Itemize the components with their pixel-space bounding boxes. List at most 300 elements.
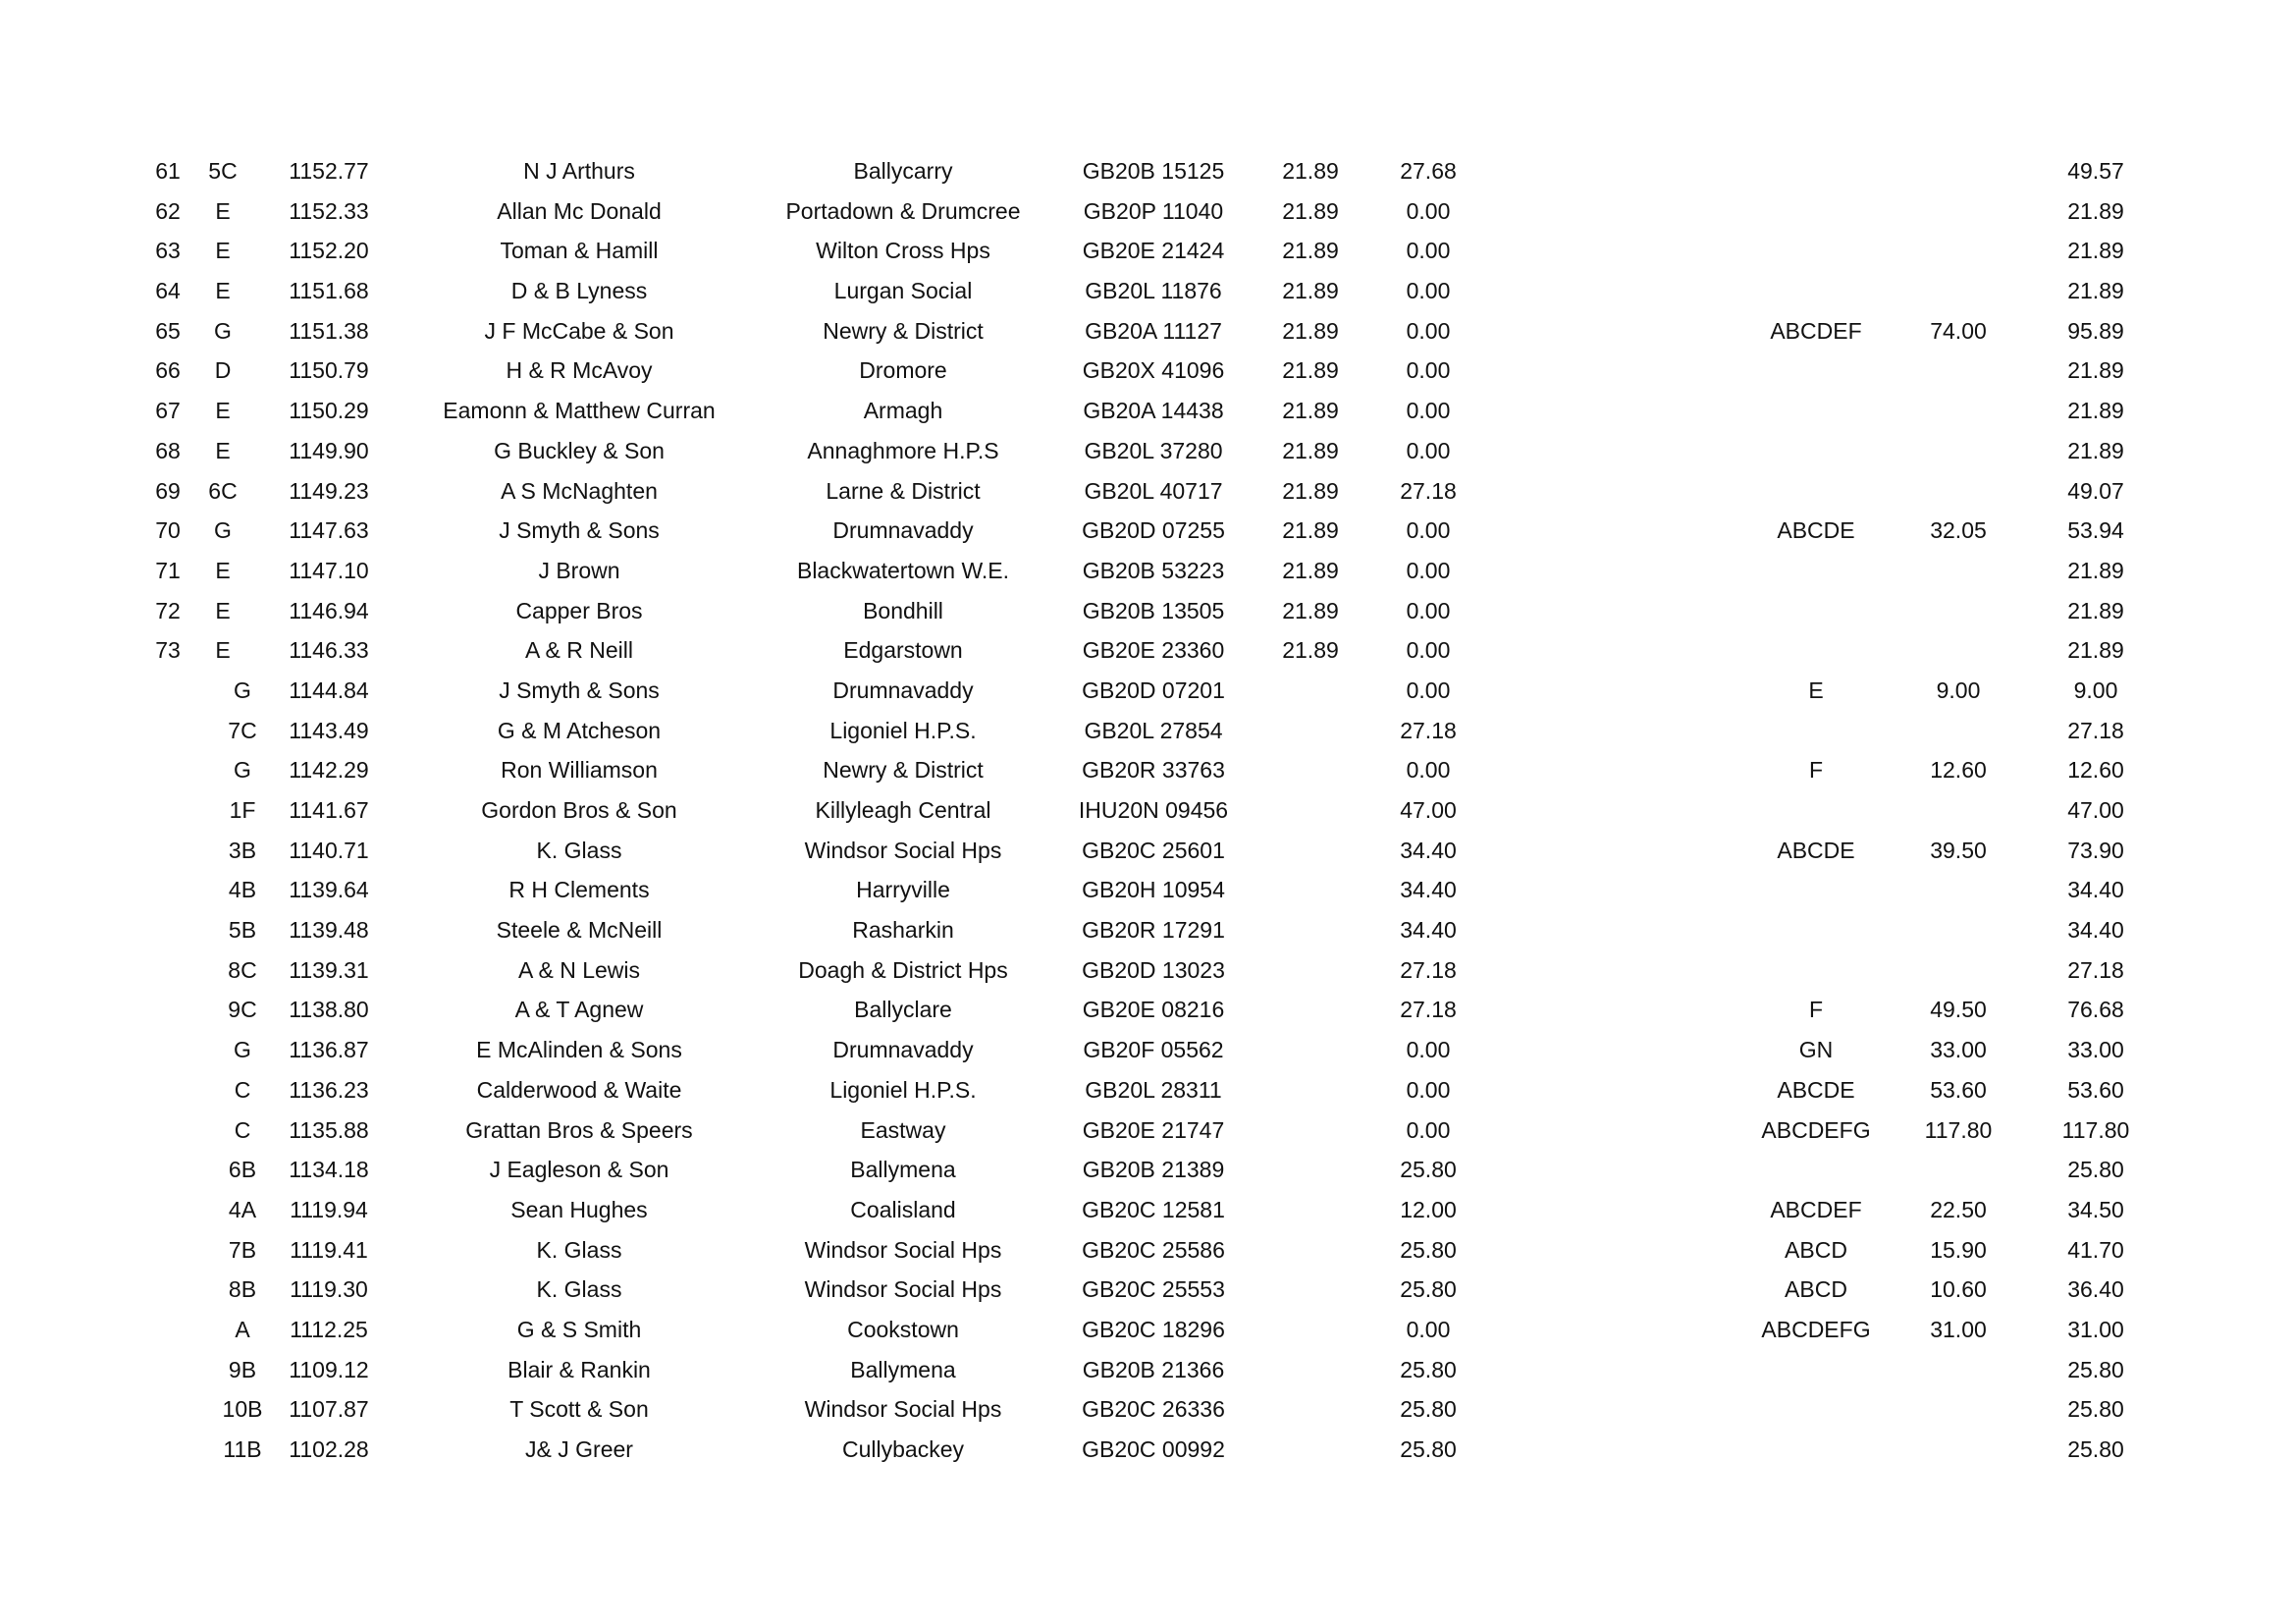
prize-two-cell: 27.18	[1400, 997, 1457, 1023]
velocity-cell: 1138.80	[289, 997, 369, 1023]
section-cell: 9C	[228, 997, 257, 1023]
position-cell: 67	[155, 398, 181, 424]
results-table	[0, 157, 2296, 1476]
total-cell: 49.07	[2067, 477, 2124, 504]
pool-value-cell: 49.50	[1930, 997, 1987, 1023]
table-row	[0, 437, 2296, 477]
ring-number-cell: GB20D 07255	[1082, 517, 1225, 544]
competitor-name-cell: Toman & Hamill	[500, 238, 659, 264]
total-cell: 34.40	[2067, 917, 2124, 944]
table-row	[0, 916, 2296, 956]
prize-two-cell: 0.00	[1406, 637, 1451, 664]
ring-number-cell: GB20F 05562	[1083, 1037, 1224, 1063]
total-cell: 117.80	[2061, 1116, 2130, 1143]
section-cell: 4A	[228, 1196, 257, 1222]
competitor-name-cell: H & R McAvoy	[506, 357, 653, 384]
total-cell: 36.40	[2067, 1276, 2124, 1303]
competitor-name-cell: Allan Mc Donald	[497, 197, 662, 224]
pool-value-cell: 74.00	[1930, 317, 1987, 344]
club-cell: Newry & District	[823, 317, 984, 344]
prize-two-cell: 25.80	[1400, 1236, 1457, 1263]
prize-two-cell: 25.80	[1400, 1276, 1457, 1303]
position-cell: 69	[155, 477, 181, 504]
club-cell: Doagh & District Hps	[798, 956, 1008, 983]
section-cell: G	[234, 1037, 251, 1063]
prize-one-cell: 21.89	[1282, 637, 1339, 664]
competitor-name-cell: A & N Lewis	[518, 956, 640, 983]
club-cell: Newry & District	[823, 757, 984, 784]
competitor-name-cell: A S McNaghten	[501, 477, 658, 504]
club-cell: Eastway	[860, 1116, 946, 1143]
ring-number-cell: GB20C 25553	[1082, 1276, 1225, 1303]
prize-two-cell: 25.80	[1400, 1356, 1457, 1382]
velocity-cell: 1142.29	[289, 757, 369, 784]
competitor-name-cell: K. Glass	[536, 837, 622, 863]
table-row	[0, 1156, 2296, 1196]
position-cell: 68	[155, 437, 181, 463]
prize-two-cell: 0.00	[1406, 757, 1451, 784]
prize-two-cell: 27.18	[1400, 477, 1457, 504]
club-cell: Cullybackey	[842, 1436, 964, 1462]
ring-number-cell: GB20E 21747	[1082, 1116, 1225, 1143]
velocity-cell: 1149.90	[289, 437, 369, 463]
position-cell: 61	[155, 158, 181, 184]
club-cell: Ballymena	[850, 1356, 956, 1382]
section-cell: D	[214, 357, 232, 384]
pool-value-cell: 10.60	[1930, 1276, 1987, 1303]
club-cell: Harryville	[856, 877, 950, 903]
club-cell: Drumnavaddy	[832, 1037, 974, 1063]
competitor-name-cell: K. Glass	[536, 1236, 622, 1263]
club-cell: Rasharkin	[852, 917, 954, 944]
club-cell: Ballycarry	[853, 158, 953, 184]
velocity-cell: 1119.41	[290, 1236, 368, 1263]
club-cell: Windsor Social Hps	[804, 1236, 1002, 1263]
competitor-name-cell: J Eagleson & Son	[489, 1157, 669, 1183]
club-cell: Killyleagh Central	[815, 797, 991, 823]
position-cell: 71	[155, 557, 181, 583]
section-cell: 3B	[228, 837, 257, 863]
table-row	[0, 1116, 2296, 1157]
club-cell: Portadown & Drumcree	[785, 197, 1021, 224]
total-cell: 53.60	[2067, 1076, 2124, 1103]
pool-value-cell: 15.90	[1930, 1236, 1987, 1263]
prize-one-cell: 21.89	[1282, 477, 1339, 504]
section-cell: 7B	[228, 1236, 257, 1263]
total-cell: 21.89	[2067, 637, 2124, 664]
prize-two-cell: 0.00	[1406, 1076, 1451, 1103]
pool-value-cell: 33.00	[1930, 1037, 1987, 1063]
section-cell: 4B	[228, 877, 257, 903]
velocity-cell: 1146.33	[289, 637, 369, 664]
table-row	[0, 317, 2296, 357]
pools-cell: ABCD	[1785, 1276, 1847, 1303]
total-cell: 73.90	[2067, 837, 2124, 863]
section-cell: E	[215, 597, 231, 623]
club-cell: Cookstown	[847, 1316, 959, 1342]
competitor-name-cell: Gordon Bros & Son	[481, 797, 677, 823]
club-cell: Larne & District	[826, 477, 981, 504]
section-cell: A	[235, 1316, 250, 1342]
velocity-cell: 1151.38	[289, 317, 369, 344]
prize-two-cell: 0.00	[1406, 317, 1451, 344]
table-row	[0, 677, 2296, 717]
total-cell: 9.00	[2073, 677, 2118, 703]
prize-two-cell: 25.80	[1400, 1157, 1457, 1183]
velocity-cell: 1119.94	[290, 1196, 368, 1222]
table-row	[0, 1275, 2296, 1316]
total-cell: 21.89	[2067, 238, 2124, 264]
section-cell: 5B	[228, 917, 257, 944]
pool-value-cell: 39.50	[1930, 837, 1987, 863]
velocity-cell: 1149.23	[289, 477, 369, 504]
table-row	[0, 1236, 2296, 1276]
pools-cell: F	[1808, 997, 1824, 1023]
competitor-name-cell: G & S Smith	[516, 1316, 642, 1342]
competitor-name-cell: A & R Neill	[525, 637, 633, 664]
table-row	[0, 557, 2296, 597]
section-cell: G	[234, 677, 251, 703]
total-cell: 21.89	[2067, 557, 2124, 583]
velocity-cell: 1135.88	[289, 1116, 369, 1143]
total-cell: 34.50	[2067, 1196, 2124, 1222]
prize-two-cell: 0.00	[1406, 1037, 1451, 1063]
ring-number-cell: GB20B 21389	[1082, 1157, 1225, 1183]
total-cell: 21.89	[2067, 197, 2124, 224]
velocity-cell: 1144.84	[289, 677, 369, 703]
ring-number-cell: GB20B 15125	[1082, 158, 1225, 184]
position-cell: 63	[155, 238, 181, 264]
position-cell: 66	[155, 357, 181, 384]
prize-two-cell: 34.40	[1400, 917, 1457, 944]
total-cell: 21.89	[2067, 398, 2124, 424]
section-cell: 7C	[228, 717, 257, 743]
prize-one-cell: 21.89	[1282, 517, 1339, 544]
total-cell: 31.00	[2067, 1316, 2124, 1342]
prize-two-cell: 27.18	[1400, 717, 1457, 743]
ring-number-cell: GB20X 41096	[1082, 357, 1225, 384]
velocity-cell: 1147.63	[289, 517, 369, 544]
prize-one-cell: 21.89	[1282, 437, 1339, 463]
total-cell: 41.70	[2067, 1236, 2124, 1263]
prize-one-cell: 21.89	[1282, 557, 1339, 583]
ring-number-cell: GB20C 12581	[1082, 1196, 1225, 1222]
competitor-name-cell: E McAlinden & Sons	[476, 1037, 682, 1063]
pool-value-cell: 9.00	[1936, 677, 1981, 703]
ring-number-cell: GB20P 11040	[1083, 197, 1224, 224]
section-cell: E	[215, 197, 231, 224]
ring-number-cell: GB20B 53223	[1082, 557, 1225, 583]
velocity-cell: 1109.12	[289, 1356, 369, 1382]
total-cell: 21.89	[2067, 278, 2124, 304]
table-row	[0, 197, 2296, 238]
prize-one-cell: 21.89	[1282, 597, 1339, 623]
velocity-cell: 1150.29	[289, 398, 369, 424]
velocity-cell: 1141.67	[289, 797, 369, 823]
total-cell: 25.80	[2067, 1436, 2124, 1462]
velocity-cell: 1147.10	[289, 557, 369, 583]
prize-one-cell: 21.89	[1282, 158, 1339, 184]
table-row	[0, 397, 2296, 437]
table-row	[0, 1036, 2296, 1076]
ring-number-cell: GB20C 18296	[1082, 1316, 1225, 1342]
prize-two-cell: 12.00	[1400, 1196, 1457, 1222]
section-cell: E	[215, 238, 231, 264]
table-row	[0, 1076, 2296, 1116]
total-cell: 76.68	[2067, 997, 2124, 1023]
position-cell: 65	[155, 317, 181, 344]
prize-two-cell: 0.00	[1406, 398, 1451, 424]
velocity-cell: 1150.79	[289, 357, 369, 384]
pools-cell: ABCDE	[1777, 517, 1855, 544]
competitor-name-cell: J F McCabe & Son	[484, 317, 674, 344]
prize-two-cell: 0.00	[1406, 357, 1451, 384]
prize-two-cell: 0.00	[1406, 1316, 1451, 1342]
ring-number-cell: GB20D 13023	[1082, 956, 1225, 983]
ring-number-cell: GB20E 08216	[1082, 997, 1225, 1023]
table-row	[0, 277, 2296, 317]
pools-cell: E	[1808, 677, 1824, 703]
section-cell: 6C	[208, 477, 238, 504]
competitor-name-cell: Steele & McNeill	[496, 917, 663, 944]
total-cell: 25.80	[2067, 1356, 2124, 1382]
velocity-cell: 1139.48	[289, 917, 369, 944]
pools-cell: ABCDE	[1777, 837, 1855, 863]
pool-value-cell: 12.60	[1930, 757, 1987, 784]
competitor-name-cell: J Smyth & Sons	[499, 677, 660, 703]
table-row	[0, 1356, 2296, 1396]
pool-value-cell: 31.00	[1930, 1316, 1987, 1342]
total-cell: 21.89	[2067, 597, 2124, 623]
ring-number-cell: GB20R 33763	[1082, 757, 1225, 784]
velocity-cell: 1139.31	[289, 956, 369, 983]
velocity-cell: 1136.23	[289, 1076, 369, 1103]
section-cell: 9B	[228, 1356, 257, 1382]
section-cell: E	[215, 437, 231, 463]
ring-number-cell: GB20L 37280	[1084, 437, 1223, 463]
ring-number-cell: GB20H 10954	[1082, 877, 1225, 903]
section-cell: C	[234, 1076, 251, 1103]
competitor-name-cell: A & T Agnew	[514, 997, 644, 1023]
section-cell: C	[234, 1116, 251, 1143]
ring-number-cell: GB20E 23360	[1082, 637, 1225, 664]
table-row	[0, 717, 2296, 757]
ring-number-cell: GB20C 25586	[1082, 1236, 1225, 1263]
ring-number-cell: GB20C 25601	[1082, 837, 1225, 863]
prize-two-cell: 0.00	[1406, 597, 1451, 623]
section-cell: 1F	[229, 797, 256, 823]
total-cell: 25.80	[2067, 1396, 2124, 1423]
prize-one-cell: 21.89	[1282, 398, 1339, 424]
total-cell: 95.89	[2067, 317, 2124, 344]
prize-two-cell: 0.00	[1406, 1116, 1451, 1143]
club-cell: Armagh	[863, 398, 943, 424]
club-cell: Ligoniel H.P.S.	[829, 1076, 977, 1103]
velocity-cell: 1102.28	[289, 1436, 369, 1462]
section-cell: G	[214, 517, 232, 544]
table-row	[0, 636, 2296, 677]
table-row	[0, 516, 2296, 557]
table-row	[0, 1395, 2296, 1435]
club-cell: Ballyclare	[854, 997, 952, 1023]
prize-two-cell: 0.00	[1406, 197, 1451, 224]
prize-one-cell: 21.89	[1282, 278, 1339, 304]
velocity-cell: 1140.71	[289, 837, 369, 863]
competitor-name-cell: D & B Lyness	[510, 278, 648, 304]
competitor-name-cell: Ron Williamson	[501, 757, 658, 784]
total-cell: 27.18	[2067, 717, 2124, 743]
section-cell: 8B	[228, 1276, 257, 1303]
competitor-name-cell: J& J Greer	[525, 1436, 633, 1462]
prize-two-cell: 27.18	[1400, 956, 1457, 983]
ring-number-cell: GB20E 21424	[1082, 238, 1225, 264]
ring-number-cell: GB20B 21366	[1082, 1356, 1225, 1382]
pools-cell: ABCDEFG	[1761, 1116, 1871, 1143]
club-cell: Dromore	[859, 357, 947, 384]
position-cell: 73	[155, 637, 181, 664]
section-cell: 8C	[228, 956, 257, 983]
velocity-cell: 1139.64	[289, 877, 369, 903]
pools-cell: ABCDEF	[1770, 317, 1862, 344]
position-cell: 64	[155, 278, 181, 304]
competitor-name-cell: Sean Hughes	[510, 1196, 648, 1222]
prize-two-cell: 25.80	[1400, 1436, 1457, 1462]
velocity-cell: 1152.20	[289, 238, 369, 264]
prize-two-cell: 0.00	[1406, 557, 1451, 583]
table-row	[0, 237, 2296, 277]
competitor-name-cell: Capper Bros	[515, 597, 643, 623]
competitor-name-cell: R H Clements	[508, 877, 650, 903]
section-cell: 11B	[223, 1436, 262, 1462]
total-cell: 21.89	[2067, 437, 2124, 463]
club-cell: Coalisland	[850, 1196, 956, 1222]
position-cell: 70	[155, 517, 181, 544]
competitor-name-cell: J Brown	[538, 557, 620, 583]
competitor-name-cell: G & M Atcheson	[497, 717, 662, 743]
prize-one-cell: 21.89	[1282, 238, 1339, 264]
position-cell: 62	[155, 197, 181, 224]
club-cell: Wilton Cross Hps	[816, 238, 990, 264]
velocity-cell: 1143.49	[289, 717, 369, 743]
club-cell: Ligoniel H.P.S.	[829, 717, 977, 743]
ring-number-cell: GB20D 07201	[1082, 677, 1225, 703]
competitor-name-cell: G Buckley & Son	[494, 437, 665, 463]
table-row	[0, 756, 2296, 796]
table-row	[0, 477, 2296, 517]
prize-two-cell: 0.00	[1406, 278, 1451, 304]
total-cell: 53.94	[2067, 517, 2124, 544]
section-cell: E	[215, 398, 231, 424]
pools-cell: ABCDEF	[1770, 1196, 1862, 1222]
ring-number-cell: GB20L 27854	[1084, 717, 1223, 743]
table-row	[0, 876, 2296, 916]
club-cell: Drumnavaddy	[832, 517, 974, 544]
total-cell: 49.57	[2067, 158, 2124, 184]
ring-number-cell: GB20C 00992	[1082, 1436, 1225, 1462]
table-row	[0, 1196, 2296, 1236]
club-cell: Edgarstown	[843, 637, 963, 664]
pool-value-cell: 117.80	[1924, 1116, 1993, 1143]
pool-value-cell: 32.05	[1930, 517, 1987, 544]
section-cell: E	[215, 278, 231, 304]
table-row	[0, 356, 2296, 397]
velocity-cell: 1146.94	[289, 597, 369, 623]
competitor-name-cell: Grattan Bros & Speers	[465, 1116, 693, 1143]
ring-number-cell: GB20L 28311	[1085, 1076, 1222, 1103]
velocity-cell: 1152.77	[289, 158, 369, 184]
ring-number-cell: GB20B 13505	[1082, 597, 1225, 623]
total-cell: 25.80	[2067, 1157, 2124, 1183]
ring-number-cell: GB20A 14438	[1083, 398, 1224, 424]
ring-number-cell: GB20L 40717	[1084, 477, 1223, 504]
prize-two-cell: 27.68	[1400, 158, 1457, 184]
club-cell: Bondhill	[863, 597, 943, 623]
table-row	[0, 157, 2296, 197]
section-cell: G	[214, 317, 232, 344]
table-row	[0, 956, 2296, 997]
table-row	[0, 796, 2296, 837]
pools-cell: ABCDEFG	[1761, 1316, 1871, 1342]
pools-cell: ABCD	[1785, 1236, 1847, 1263]
prize-two-cell: 0.00	[1406, 238, 1451, 264]
competitor-name-cell: Eamonn & Matthew Curran	[443, 398, 716, 424]
prize-two-cell: 34.40	[1400, 837, 1457, 863]
competitor-name-cell: Blair & Rankin	[507, 1356, 651, 1382]
ring-number-cell: GB20L 11876	[1085, 278, 1222, 304]
velocity-cell: 1152.33	[289, 197, 369, 224]
position-cell: 72	[155, 597, 181, 623]
club-cell: Lurgan Social	[833, 278, 973, 304]
total-cell: 34.40	[2067, 877, 2124, 903]
prize-two-cell: 0.00	[1406, 677, 1451, 703]
ring-number-cell: GB20A 11127	[1085, 317, 1222, 344]
club-cell: Ballymena	[850, 1157, 956, 1183]
pools-cell: F	[1808, 757, 1824, 784]
section-cell: G	[234, 757, 251, 784]
competitor-name-cell: N J Arthurs	[523, 158, 635, 184]
velocity-cell: 1134.18	[289, 1157, 369, 1183]
prize-one-cell: 21.89	[1282, 357, 1339, 384]
total-cell: 27.18	[2067, 956, 2124, 983]
prize-two-cell: 34.40	[1400, 877, 1457, 903]
club-cell: Windsor Social Hps	[804, 837, 1002, 863]
total-cell: 33.00	[2067, 1037, 2124, 1063]
section-cell: 10B	[222, 1396, 263, 1423]
ring-number-cell: IHU20N 09456	[1078, 797, 1229, 823]
prize-two-cell: 0.00	[1406, 437, 1451, 463]
pools-cell: ABCDE	[1777, 1076, 1855, 1103]
club-cell: Drumnavaddy	[832, 677, 974, 703]
pools-cell: GN	[1798, 1037, 1834, 1063]
prize-one-cell: 21.89	[1282, 197, 1339, 224]
section-cell: 5C	[208, 158, 238, 184]
prize-two-cell: 0.00	[1406, 517, 1451, 544]
table-row	[0, 996, 2296, 1036]
ring-number-cell: GB20C 26336	[1082, 1396, 1225, 1423]
competitor-name-cell: T Scott & Son	[509, 1396, 649, 1423]
total-cell: 12.60	[2067, 757, 2124, 784]
velocity-cell: 1112.25	[290, 1316, 368, 1342]
pool-value-cell: 53.60	[1930, 1076, 1987, 1103]
table-row	[0, 1316, 2296, 1356]
ring-number-cell: GB20R 17291	[1082, 917, 1225, 944]
prize-two-cell: 47.00	[1400, 797, 1457, 823]
total-cell: 47.00	[2067, 797, 2124, 823]
competitor-name-cell: Calderwood & Waite	[476, 1076, 682, 1103]
prize-one-cell: 21.89	[1282, 317, 1339, 344]
club-cell: Blackwatertown W.E.	[796, 557, 1010, 583]
pool-value-cell: 22.50	[1930, 1196, 1987, 1222]
